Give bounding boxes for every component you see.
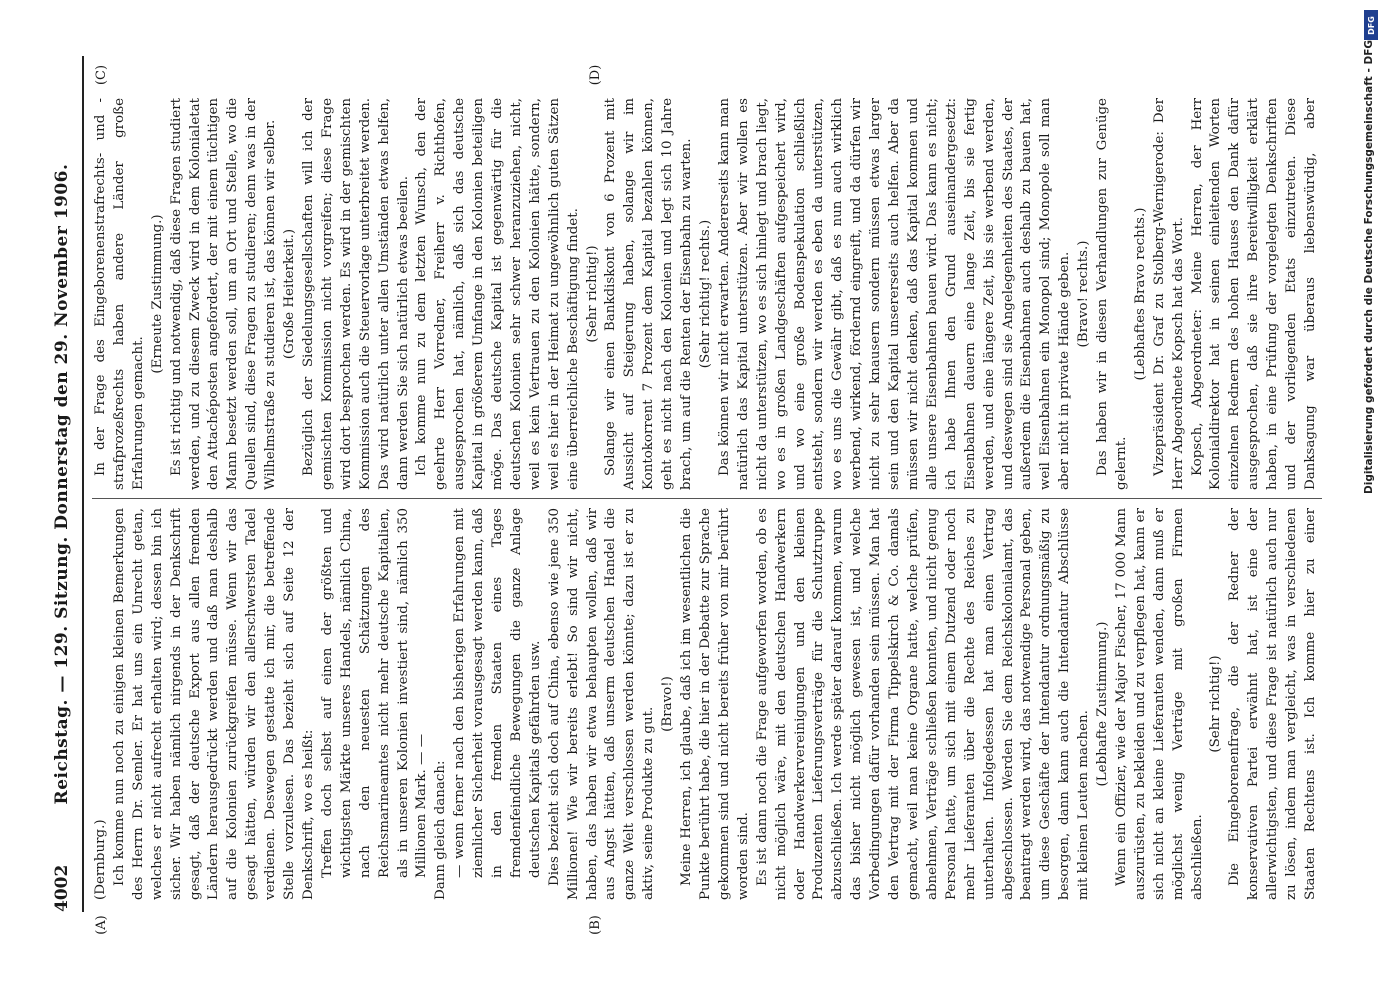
left-column-paragraph: — wenn ferner nach den bisherigen Erfahrungen mit ziemlicher Sicherheit vorausgesagt werden kann, daß in den fremden Staaten eines Tages fremdenfeindliche Bewegungen die ganze Anlage deutschen Kapitals gefährden usw. <box>452 508 543 878</box>
right-column-paragraph: (Erneute Zustimmung.) <box>149 214 165 374</box>
left-column-paragraph: Es ist dann noch die Frage aufgeworfen worden, ob es nicht möglich wäre, mit den deutschen Handwerkern oder Handwerkervereinigungen und den kleinen Produzenten Lieferungsverträge für die Schutztruppe abzuschließen. Ich werde später darauf kommen, warum das bisher nicht möglich gewesen ist, und welche Vorbedingungen dafür vorhanden sein müssen. Man hat den Vertrag mit der Firma Tippelskirch & Co. damals gemacht, weil man keine Organe hatte, welche prüfen, abnehmen, Verträge schließen konnten, und nicht genug Personal hatte, um sich mit einem Dutzend oder noch mehr Lieferanten über die Rechte des Reiches zu unterhalten. Infolgedessen hat man einen Vertrag abgeschlossen. Werden Sie dem Reichskolonialamt, das beantragt werden wird, das notwendige Personal geben, um diese Geschäfte der Intendantur ordnungsmäßig zu besorgen, dann kann auch die Intendantur Abschlüsse mit kleinen Leuten machen. <box>754 508 1092 900</box>
margin-marker-d: (D) <box>588 64 603 86</box>
right-column-paragraph: In der Frage des Eingeborenenstrafrechts- und -strafprozeßrechts haben andere Länder große Erfahrungen gemacht. <box>93 98 146 490</box>
left-column-paragraph: (Dernburg.) <box>93 819 108 900</box>
right-column-paragraph: Es ist richtig und notwendig, daß diese Fragen studiert werden, und zu diesem Zweck wird in dem Kolonialetat den Attachéposten angefordert, der mit einem tüchtigen Mann besetzt werden soll, um an Ort und Stelle, wo die Quellen sind, diese Fragen zu studieren; denn was in der Wilhelmstraße zu studieren ist, das können wir selber. <box>168 98 279 490</box>
left-column-paragraph: Wenn ein Offizier, wie der Major Fischer, 17 000 Mann auszurüsten, zu bekleiden und zu verpflegen hat, kann er sich nicht an kleine Lieferanten wenden, dann muß er möglichst wenig Verträge mit großen Firmen abschließen. <box>1113 508 1205 900</box>
left-column-paragraph: (Bravo!) <box>660 676 676 732</box>
right-column-paragraph: (Lebhaftes Bravo rechts.) <box>1132 207 1148 381</box>
left-column-paragraph: Ich komme nun noch zu einigen kleinen Bemerkungen des Herrn Dr. Semler. Er hat uns ein Unrecht getan, welches er nicht aufrecht erhalten wird; dessen bin ich sicher. Wir haben nämlich nirgends in der Denkschrift gesagt, daß der deutsche Export aus allen fremden Ländern herausgedrückt werden und daß man deshalb auf die Kolonien zurückgreifen müsse. Wenn wir das gesagt hätten, würden wir den allerschwersten Tadel verdienen. Deswegen gestatte ich mir, die betreffende Stelle vorzulesen. Das bezieht sich auf Seite 12 der Denkschrift, wo es heißt: <box>111 508 316 900</box>
right-column-paragraph: Das haben wir in diesen Verhandlungen zur Genüge gelernt. <box>1095 98 1129 490</box>
margin-marker-b: (B) <box>588 915 603 935</box>
left-column-paragraph: Treffen doch selbst auf einen der größten und wichtigsten Märkte unseres Handels, nämlich China, nach den neuesten Schätzungen des Reichsmarineamtes nicht mehr deutsche Kapitalien, als in unseren Kolonien investiert sind, nämlich 350 Millionen Mark. — — <box>319 508 430 878</box>
left-text-column <box>92 508 1323 900</box>
left-column-paragraph: (Lebhafte Zustimmung.) <box>1095 621 1111 787</box>
right-text-column <box>92 98 1323 490</box>
right-column-paragraph: Solange wir einen Bankdiskont von 6 Prozent mit Aussicht auf Steigerung haben, solange wir im Kontokorrent 7 Prozent dem Kapital bezahlen können, geht es nicht nach den Kolonien und legt sich 10 Jahre brach, um auf die Renten der Eisenbahn zu warten. <box>603 98 695 490</box>
header-rule <box>82 56 84 912</box>
left-column-paragraph: Dann gleich danach: <box>433 760 449 900</box>
right-column-paragraph: Bezüglich der Siedelungsgesellschaften will ich der gemischten Kommission nicht vorgreifen; diese Frage wird dort besprochen werden. Es wird in der gemischten Kommission auch die Steuervorlage unterbreitet werden. Das wird natürlich unter allen Umständen etwas helfen, dann werden Sie sich natürlich etwas beeilen. <box>300 98 411 490</box>
right-column-paragraph: Ich komme nun zu dem letzten Wunsch, den der geehrte Herr Vorredner, Freiherr v. Richthofen, ausgesprochen hat, nämlich, daß sich das deutsche Kapital in größerem Umfange in den Kolonien beteiligen möge. Das deutsche Kapital ist gegenwärtig für die deutschen Kolonien sehr schwer heranzuziehen, nicht, weil es kein Vertrauen zu den Kolonien hätte, sondern, weil es hier in der Heimat zu ungewöhnlich guten Sätzen eine überreichliche Beschäftigung findet. <box>414 98 581 490</box>
page-header <box>52 56 78 912</box>
digitization-note-text: Digitalisierung gefördert durch die Deutsche Forschungsgemeinschaft - DFG <box>1363 40 1375 494</box>
dfg-logo: DFG <box>1364 10 1378 40</box>
right-column-paragraph: Das können wir nicht erwarten. Andererseits kann man natürlich das Kapital unterstützen. Aber wir wollen es nicht da unterstützen, wo es sich hinlegt und brach liegt, wo es in großen Landgeschäften aufgespeichert wird, und wo eine große Bodenspekulation schließlich entsteht, sondern wir werden es eben da unterstützen, wo es uns die Gewähr gibt, daß es nun auch wirklich werbend, wirkend, fördernd eingreift, und da dürfen wir nicht zu sehr knausern sondern müssen etwas larger sein und den Kapital unsererseits auch helfen. Aber da müssen wir nicht denken, daß das Kapital kommen und alle unsere Eisenbahnen bauen wird. Das kann es nicht; ich habe Ihnen den Grund auseinandergesetzt: Eisenbahnen dauern eine lange Zeit, bis sie fertig werden, und eine längere Zeit, bis sie werbend werden, und deswegen sind sie Angelegenheiten des Staates, der außerdem die Eisenbahnen auch deshalb zu bauen hat, weil Eisenbahnen ein Monopol sind; Monopole soll man aber nicht in private Hände geben. <box>716 98 1073 490</box>
column-divider <box>92 498 1322 499</box>
left-column-paragraph: Die Eingeborenenfrage, die der Redner der konservativen Partei erwähnt hat, ist eine der allerwichtigsten, und diese Frage ist natürlich auch nur zu lösen, indem man vergleicht, was in verschiedenen Staaten Rechtens ist. Ich komme hier zu einer <box>1227 508 1318 900</box>
right-column-paragraph: Kopsch, Abgeordneter: Meine Herren, der Herr Kolonialdirektor hat in seinen einleitenden Worten einzelnen Rednern des hohen Hauses den Dank dafür ausgesprochen, daß sie ihre Bereitwilligkeit erklärt haben, in eine Prüfung der vorgelegten Denkschriften und der vorliegenden Etats einzutreten. Diese Danksagung war überaus liebenswürdig, aber <box>1189 98 1318 490</box>
right-column-paragraph: (Große Heiterkeit.) <box>282 228 298 360</box>
right-column-paragraph: Vizepräsident Dr. Graf zu Stolberg-Wernigerode: Der Herr Abgeordnete Kopsch hat das Wort. <box>1151 98 1186 490</box>
right-column-paragraph: (Sehr richtig! rechts.) <box>698 219 713 369</box>
right-column-paragraph: (Bravo! rechts.) <box>1076 240 1092 348</box>
margin-marker-a: (A) <box>94 915 109 935</box>
left-column-paragraph: Dies bezieht sich doch auf China, ebenso wie jene 350 Millionen! Wie wir bereits erlebt! So sind wir nicht, haben, das haben wir etwa behaupten wollen, daß wir aus Angst hätten, daß unserm deutschen Handel die ganze Welt verschlossen werden könnte; dazu ist er zu aktiv, seine Produkte zu gut. <box>546 508 657 900</box>
right-column-paragraph: (Sehr richtig!) <box>584 245 600 343</box>
session-title: Reichstag. — 129. Sitzung. Donnerstag den 29. November 1906. <box>52 163 72 805</box>
page-number: 4002 <box>52 864 72 912</box>
left-column-paragraph: (Sehr richtig!) <box>1208 655 1224 753</box>
left-column-paragraph: Meine Herren, ich glaube, daß ich im wesentlichen die Punkte berührt habe, die hier in der Debatte zur Sprache gekommen sind und nicht bereits früher von mir berührt worden sind. <box>679 508 751 900</box>
digitization-note <box>1363 40 1379 690</box>
margin-marker-c: (C) <box>94 64 109 86</box>
